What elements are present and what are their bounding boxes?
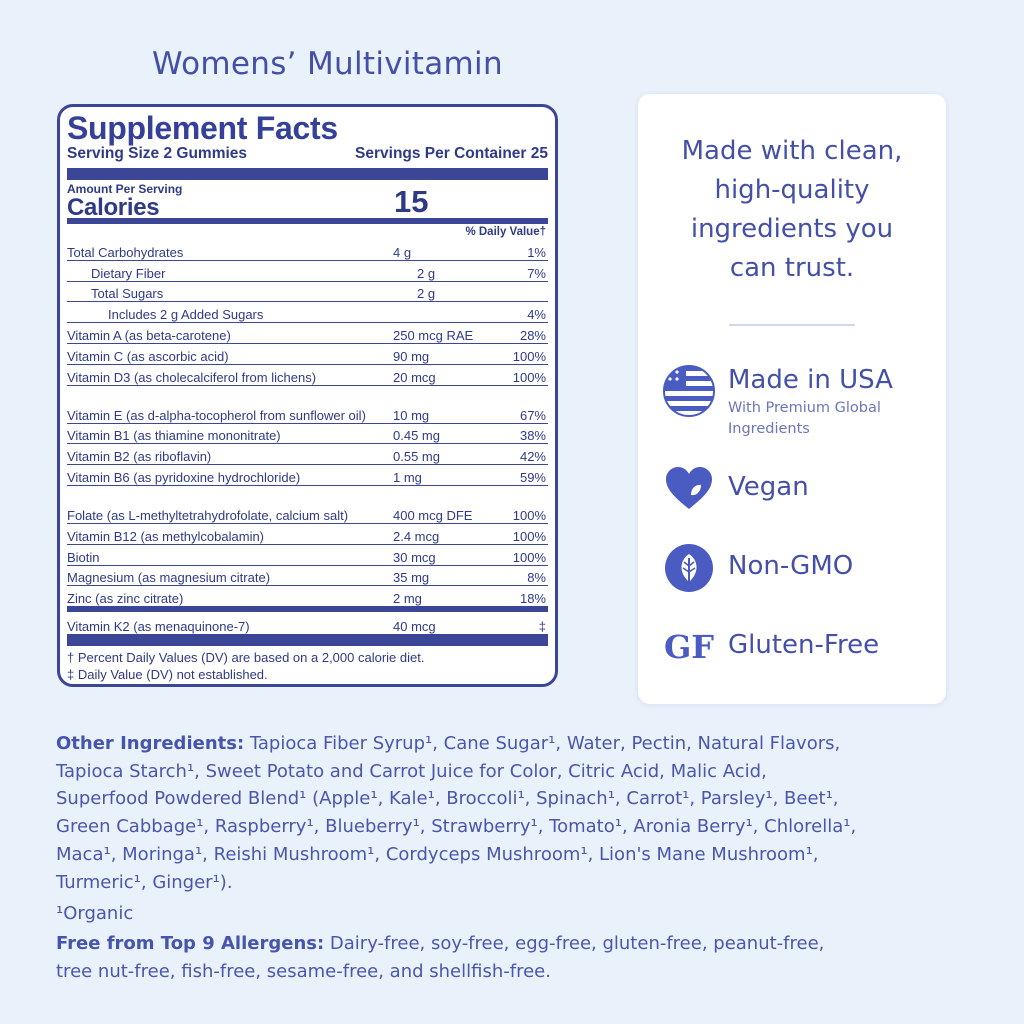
nutrient-row <box>67 282 548 303</box>
nutrient-row <box>67 444 548 465</box>
card-headline-line: can trust. <box>729 253 855 283</box>
nutrient-amount: 10 mg <box>393 407 430 423</box>
nutrient-amount: 1 mg <box>393 469 422 485</box>
nutrient-name: Total Sugars <box>91 286 164 302</box>
card-headline <box>638 132 946 288</box>
allergen-line: Dairy-free, soy-free, egg-free, gluten-free, peanut-free, <box>329 932 825 954</box>
nutrient-amount: 250 mcg RAE <box>393 327 474 343</box>
nutrient-name: Includes 2 g Added Sugars <box>108 307 264 323</box>
nutrient-name: Vitamin C (as ascorbic acid) <box>67 348 229 364</box>
nutrient-name: Vitamin K2 (as menaquinone-7) <box>67 619 250 635</box>
other-ingredients-line: Maca¹, Moringa¹, Reishi Mushroom¹, Cordyceps Mushroom¹, Lion's Mane Mushroom¹, <box>56 843 819 865</box>
nutrient-name: Vitamin E (as d-alpha-tocopherol from sunflower oil) <box>67 407 366 423</box>
benefits-card <box>638 94 946 704</box>
footnote-percent-dv: † Percent Daily Values (DV) are based on a 2,000 calorie diet. <box>67 650 425 666</box>
nutrient-amount: 20 mcg <box>393 369 436 385</box>
nutrient-name: Vitamin A (as beta-carotene) <box>67 327 231 343</box>
nutrient-daily-value: 100% <box>512 369 546 385</box>
ingredients-section <box>56 730 986 985</box>
nutrient-daily-value: 100% <box>512 528 546 544</box>
nutrient-row <box>67 302 548 323</box>
nutrient-row <box>67 524 548 545</box>
nutrient-name: Dietary Fiber <box>91 265 166 281</box>
nutrient-row <box>67 612 548 634</box>
nutrient-daily-value: 38% <box>519 428 546 444</box>
nutrient-name: Total Carbohydrates <box>67 244 184 260</box>
nutrient-daily-value: 18% <box>519 591 546 607</box>
calories-label: Calories <box>67 194 160 221</box>
nutrient-row <box>67 365 548 386</box>
nutrient-amount: 2.4 mcg <box>393 528 440 544</box>
nutrient-row <box>67 261 548 282</box>
nutrient-amount: 35 mg <box>393 570 430 586</box>
nutrient-daily-value: 67% <box>519 407 546 423</box>
usa-flag-icon <box>662 364 716 418</box>
nutrient-row <box>67 240 548 261</box>
other-ingredients-label: Other Ingredients: <box>56 733 245 754</box>
nutrient-name: Folate (as L-methyltetrahydrofolate, calcium salt) <box>67 507 349 523</box>
divider-thick <box>67 168 548 180</box>
nutrient-amount: 90 mg <box>393 348 430 364</box>
page-title: Womens’ Multivitamin <box>152 46 503 82</box>
nutrient-name: Vitamin B2 (as riboflavin) <box>67 449 212 465</box>
nutrient-daily-value: 1% <box>527 244 546 260</box>
supplement-facts-panel <box>57 104 558 687</box>
nutrient-name: Vitamin B1 (as thiamine mononitrate) <box>67 428 281 444</box>
nutrient-row <box>67 323 548 344</box>
nutrient-daily-value: 28% <box>519 327 546 343</box>
feature-subtitle-line: Ingredients <box>728 421 810 437</box>
nutrient-row <box>67 344 548 365</box>
nutrient-name: Zinc (as zinc citrate) <box>67 591 184 607</box>
nutrient-daily-value: 100% <box>512 549 546 565</box>
feature-title: Non-GMO <box>728 551 854 581</box>
facts-title: Supplement Facts <box>67 110 338 146</box>
nutrient-amount: 30 mcg <box>393 549 436 565</box>
divider-footer <box>67 634 548 646</box>
feature-gluten-free <box>662 620 879 674</box>
nutrient-name: Magnesium (as magnesium citrate) <box>67 570 271 586</box>
nutrient-row <box>67 386 548 424</box>
nutrient-amount: 2 mg <box>393 591 422 607</box>
gf-icon <box>662 620 716 674</box>
serving-size: Serving Size 2 Gummies <box>67 145 248 162</box>
nutrient-row <box>67 424 548 445</box>
nutrient-daily-value: 59% <box>519 469 546 485</box>
footnote-dv-not-established: ‡ Daily Value (DV) not established. <box>67 667 268 683</box>
other-ingredients-line: Green Cabbage¹, Raspberry¹, Blueberry¹, Strawberry¹, Tomato¹, Aronia Berry¹, Chlorella¹, <box>56 816 857 838</box>
organic-note: ¹Organic <box>56 903 134 925</box>
nutrient-name: Vitamin B6 (as pyridoxine hydrochloride) <box>67 469 301 485</box>
other-ingredients <box>56 730 986 758</box>
calories-value: 15 <box>394 184 429 219</box>
nutrient-daily-value: 100% <box>512 348 546 364</box>
facts-rows <box>67 240 548 634</box>
feature-subtitle-line: With Premium Global <box>728 400 881 416</box>
nutrient-daily-value: 4% <box>527 307 546 323</box>
leaf-icon <box>662 541 716 595</box>
nutrient-row <box>67 465 548 486</box>
nutrient-name: Vitamin B12 (as methylcobalamin) <box>67 528 265 544</box>
nutrient-amount: 0.45 mg <box>393 428 440 444</box>
footnotes <box>67 649 548 683</box>
feature-title: Gluten-Free <box>728 630 880 660</box>
heart-icon <box>662 461 716 515</box>
feature-non-gmo <box>662 541 853 595</box>
nutrient-amount: 4 g <box>393 244 412 260</box>
nutrient-daily-value: 8% <box>527 570 546 586</box>
card-headline-line: ingredients you <box>690 214 894 244</box>
nutrient-amount: 400 mcg DFE <box>393 507 473 523</box>
nutrient-amount: 0.55 mg <box>393 449 440 465</box>
servings-per-container: Servings Per Container 25 <box>355 145 548 162</box>
nutrient-row <box>67 486 548 524</box>
nutrient-daily-value: 7% <box>527 265 546 281</box>
other-ingredients-line: Tapioca Fiber Syrup¹, Cane Sugar¹, Water, Pectin, Natural Flavors, <box>249 733 841 754</box>
nutrient-name: Biotin <box>67 549 100 565</box>
nutrient-amount: 40 mcg <box>393 619 436 635</box>
feature-title: Made in USA <box>728 365 893 395</box>
nutrient-daily-value: 100% <box>512 507 546 523</box>
feature-vegan <box>662 461 809 515</box>
nutrient-daily-value: ‡ <box>538 619 546 635</box>
allergen-statement <box>56 930 986 958</box>
nutrient-amount: 2 g <box>417 265 436 281</box>
calories-block <box>67 180 548 221</box>
other-ingredients-line: Superfood Powdered Blend¹ (Apple¹, Kale¹, Broccoli¹, Spinach¹, Carrot¹, Parsley¹, Beet¹, <box>56 788 839 810</box>
feature-subtitle <box>728 398 893 440</box>
nutrient-row <box>67 545 548 566</box>
feature-title: Vegan <box>728 472 809 502</box>
nutrient-amount: 2 g <box>417 286 436 302</box>
nutrient-row <box>67 586 548 607</box>
other-ingredients-line: Turmeric¹, Ginger¹). <box>56 871 233 893</box>
amount-per-serving-label: Amount Per Serving <box>67 182 183 196</box>
gf-icon-text: GF <box>663 628 715 666</box>
serving-line <box>67 145 548 163</box>
nutrient-row <box>67 566 548 587</box>
card-headline-line: high-quality <box>714 175 870 205</box>
nutrient-daily-value: 42% <box>519 449 546 465</box>
nutrient-name: Vitamin D3 (as cholecalciferol from lichens) <box>67 369 317 385</box>
other-ingredients-line: Tapioca Starch¹, Sweet Potato and Carrot Juice for Color, Citric Acid, Malic Acid, <box>56 760 767 782</box>
allergen-label: Free from Top 9 Allergens: <box>56 932 325 954</box>
card-divider <box>729 324 855 326</box>
allergen-line: tree nut-free, fish-free, sesame-free, and shellfish-free. <box>56 960 551 982</box>
feature-made-in-usa <box>662 364 893 440</box>
daily-value-header: % Daily Value† <box>465 226 546 238</box>
card-headline-line: Made with clean, <box>681 136 903 166</box>
